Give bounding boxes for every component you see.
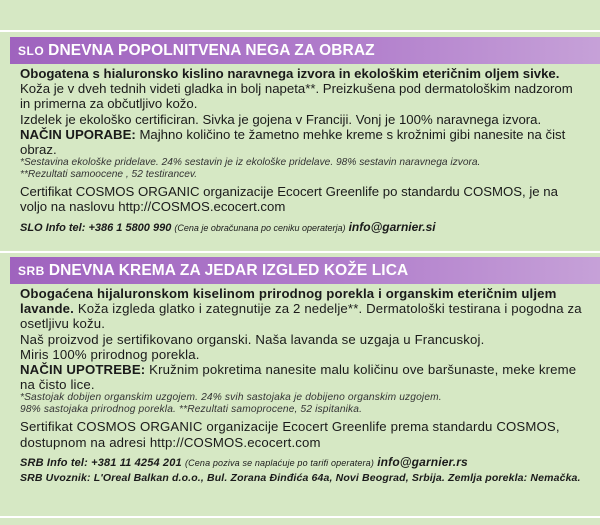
top-divider: [0, 30, 600, 32]
srb-title: DNEVNA KREMA ZA JEDAR IZGLED KOŽE LICA: [48, 261, 409, 279]
slo-info-email: info@garnier.si: [348, 219, 436, 234]
slo-footnote-1: *Sestavina ekološke pridelave. 24% sestavin je iz ekološke pridelave. 98% sestavin naravnega izvora.: [20, 157, 481, 169]
srb-section: [0, 257, 600, 485]
slo-certificate: Certifikat COSMOS ORGANIC organizacije Ecocert Greenlife po standardu COSMOS, je na voljo na naslovu http://COSMOS.ecocert.com: [20, 184, 558, 215]
srb-info-fine: (Cena poziva se naplaćuje po tarifi operatera): [184, 457, 374, 468]
bottom-divider: [0, 516, 600, 518]
middle-divider: [0, 251, 600, 253]
srb-footnote-1: *Sastojak dobijen organskim uzgojem. 24% svih sastojaka je dobijeno organskim uzgojem.: [20, 392, 442, 404]
slo-section: [0, 37, 600, 235]
slo-language-code: SLO: [18, 43, 45, 58]
srb-info-line: [20, 455, 584, 470]
srb-usage-label: NAČIN UPOTREBE:: [20, 362, 146, 378]
slo-usage-label: NAČIN UPORABE:: [20, 126, 136, 142]
slo-info-line: [20, 220, 584, 235]
srb-importer: SRB Uvoznik: L'Oreal Balkan d.o.o., Bul. Zorana Đinđića 64a, Novi Beograd, Srbija. Zemlja porekla: Nemačka.: [20, 471, 581, 484]
slo-info-fine: (Cena je obračunana po ceniku operaterja): [174, 222, 346, 233]
slo-info-phone: SLO Info tel: +386 1 5800 990: [20, 221, 172, 234]
srb-usage-text: Kružnim pokretima nanesite malu količinu ove baršunaste, meke kreme na čisto lice.: [20, 362, 577, 393]
slo-footnote-2: **Rezultati samoocene , 52 testirancev.: [20, 169, 198, 181]
srb-info-email: info@garnier.rs: [377, 454, 468, 469]
srb-title-band: [10, 257, 600, 284]
srb-certificate: Sertifikat COSMOS ORGANIC organizacije Ecocert Greenlife prema standardu COSMOS, dostupnom na adresi http://COSMOS.ecocert.com: [20, 419, 560, 450]
slo-title-band: [10, 37, 600, 64]
srb-info-phone: SRB Info tel: +381 11 4254 201: [20, 456, 182, 469]
slo-product-text: Izdelek je ekološko certificiran. Sivka je gojena v Franciji. Vonj je 100% naravnega izvora.: [20, 111, 542, 127]
srb-intro-bold: Obogaćena hijaluronskom kiselinom prirodnog porekla i organskim eteričnim uljem lavande.: [20, 286, 557, 317]
srb-footnote-2: 98% sastojaka prirodnog porekla. **Rezultati samoprocene, 52 ispitanika.: [20, 404, 363, 416]
slo-intro-rest: Koža je v dveh tednih videti gladka in bolj napeta**. Preizkušena pod dermatološkim nadzorom in primerna za občutljivo kožo.: [20, 81, 573, 112]
srb-product-text-2: Miris 100% prirodnog porekla.: [20, 346, 200, 362]
srb-body: [0, 284, 600, 485]
slo-body: [0, 64, 600, 235]
srb-intro-rest: Koža izgleda glatko i zategnutije za 2 nedelje**. Dermatološki testirana i pogodna za osetljivu kožu.: [20, 301, 582, 332]
slo-intro-bold: Obogatena s hialuronsko kislino naravnega izvora in ekološkim eteričnim oljem sivke.: [20, 66, 560, 81]
slo-title: DNEVNA POPOLNITVENA NEGA ZA OBRAZ: [48, 41, 375, 59]
srb-product-text-1: Naš proizvod je sertifikovano organski. Naša lavanda se uzgaja u Francuskoj.: [20, 331, 485, 347]
srb-language-code: SRB: [18, 263, 45, 278]
slo-usage-text: Majhno količino te žametno mehke kreme s krožnimi gibi nanesite na čist obraz.: [20, 126, 566, 158]
